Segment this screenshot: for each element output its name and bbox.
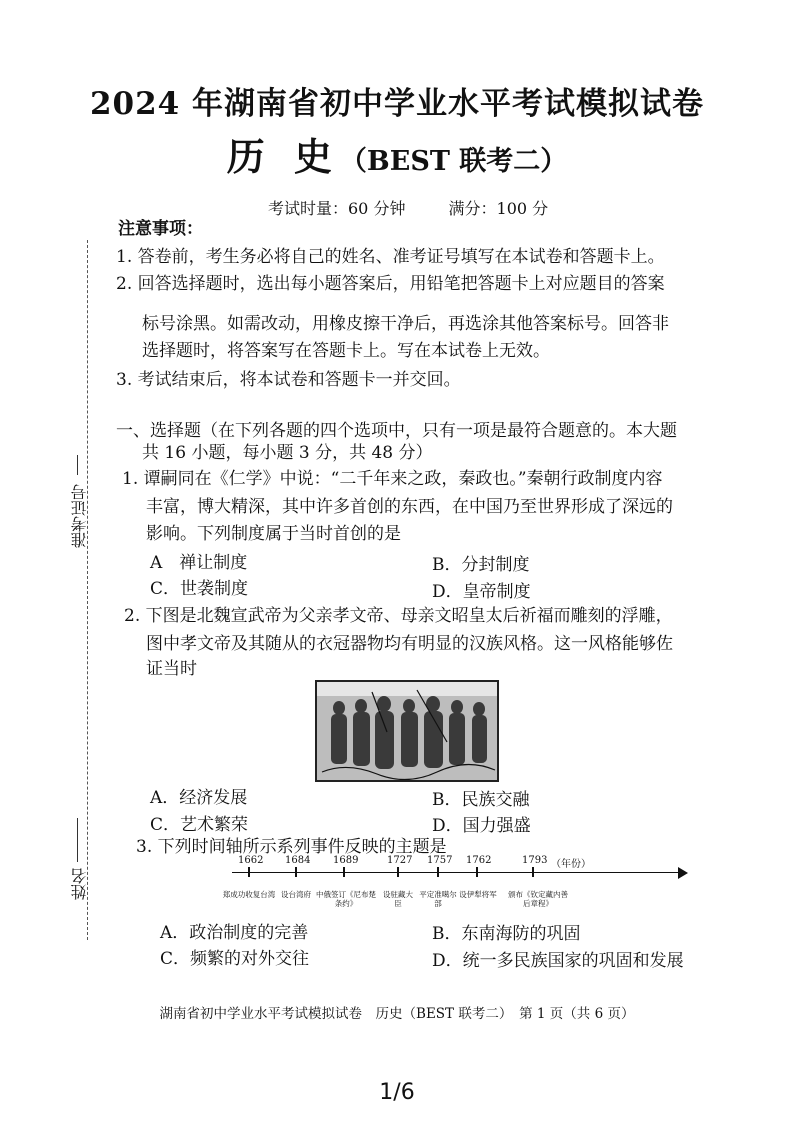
timeline-event: 设驻藏大臣: [383, 890, 413, 908]
timeline-year: 1762: [466, 855, 492, 866]
relief-image: [315, 680, 499, 782]
timeline-tick: [437, 867, 439, 877]
q3-option-d: D．统一多民族国家的巩固和发展: [432, 951, 684, 971]
question-3: 3. 下列时间轴所示系列事件反映的主题是: [136, 837, 447, 857]
notice-item-3: 3. 考试结束后，将本试卷和答题卡一并交回。: [116, 370, 461, 390]
timeline-year: 1757: [427, 855, 453, 866]
name-blank: [77, 818, 79, 862]
timeline-year: 1684: [285, 855, 311, 866]
timeline-year: 1662: [238, 855, 264, 866]
timeline-tick: [476, 867, 478, 877]
time-limit: 考试时量：60 分钟: [268, 199, 406, 218]
timeline-tick: [532, 867, 534, 877]
timeline-tick: [343, 867, 345, 877]
timeline-event: 设台湾府: [281, 890, 311, 899]
timeline-year: 1727: [387, 855, 413, 866]
q1-option-a: A 禅让制度: [150, 553, 248, 573]
q3-option-a: A．政治制度的完善: [160, 923, 309, 943]
notice-item-2-line-2: 标号涂黑。如需改动，用橡皮擦干净后，再选涂其他答案标号。回答非: [142, 314, 669, 334]
q1-option-c: C．世袭制度: [150, 579, 249, 599]
timeline-event: 设伊犁将军: [459, 890, 497, 899]
exam-subtitle: [0, 126, 794, 181]
question-1: 1. 谭嗣同在《仁学》中说：“二千年来之政，秦政也。”秦朝行政制度内容: [122, 469, 663, 489]
timeline-year: 1689: [333, 855, 359, 866]
timeline-tick: [295, 867, 297, 877]
timeline-year: 1793: [522, 855, 548, 866]
timeline-event: 颁布《钦定藏内善后章程》: [508, 890, 568, 908]
q2-option-c: C．艺术繁荣: [150, 815, 249, 835]
exam-id-blank: [77, 455, 79, 475]
q2-option-d: D．国力强盛: [432, 816, 531, 836]
timeline-axis: [232, 872, 680, 873]
question-1-line-3: 影响。下列制度属于当时首创的是: [146, 524, 401, 544]
notice-item-1: 1. 答卷前，考生务必将自己的姓名、准考证号填写在本试卷和答题卡上。: [116, 247, 665, 267]
timeline-event: 中俄签订《尼布楚条约》: [316, 890, 376, 908]
section1-header-line-2: 共 16 小题，每小题 3 分，共 48 分）: [142, 443, 433, 463]
page-counter: 1/6: [379, 1080, 415, 1105]
timeline-tick: [397, 867, 399, 877]
timeline-event: 郑成功收复台湾: [222, 890, 276, 899]
question-2: 2. 下图是北魏宣武帝为父亲孝文帝、母亲文昭皇太后祈福而雕刻的浮雕，: [124, 606, 673, 626]
q2-option-b: B．民族交融: [432, 790, 530, 810]
timeline-unit: （年份）: [551, 859, 591, 870]
page-footer: 湖南省初中学业水平考试模拟试卷 历史（BEST 联考二） 第 1 页（共 6 页）: [159, 1006, 635, 1022]
full-score: 满分：100 分: [448, 199, 549, 218]
name-label: 姓名: [70, 868, 89, 900]
exam-title: 2024 年湖南省初中学业水平考试模拟试卷: [89, 86, 705, 122]
exam-info: [268, 196, 586, 219]
subject-name: 历 史: [226, 134, 340, 179]
question-2-line-3: 证当时: [146, 659, 197, 679]
timeline-event: 平定准噶尔部: [419, 890, 457, 908]
notice-heading: 注意事项：: [118, 219, 203, 239]
q3-option-b: B．东南海防的巩固: [432, 924, 581, 944]
timeline-tick: [248, 867, 250, 877]
notice-item-2-line-3: 选择题时，将答案写在答题卡上。写在本试卷上无效。: [142, 341, 550, 361]
edition-label: （BEST 联考二）: [339, 146, 568, 177]
notice-item-2: 2. 回答选择题时，选出每小题答案后，用铅笔把答题卡上对应题目的答案: [116, 274, 665, 294]
timeline: [222, 855, 698, 925]
q2-option-a: A．经济发展: [150, 788, 248, 808]
exam-id-label: 准考证号: [70, 484, 89, 548]
binding-line: [87, 240, 88, 940]
question-1-line-2: 丰富，博大精深，其中许多首创的东西，在中国乃至世界形成了深远的: [146, 497, 673, 517]
relief-figures-icon: [317, 682, 497, 780]
q1-option-d: D．皇帝制度: [432, 582, 531, 602]
q1-option-b: B．分封制度: [432, 555, 530, 575]
question-2-line-2: 图中孝文帝及其随从的衣冠器物均有明显的汉族风格。这一风格能够佐: [146, 634, 673, 654]
q3-option-c: C．频繁的对外交往: [160, 949, 310, 969]
section1-header-line-1: 一、选择题（在下列各题的四个选项中，只有一项是最符合题意的。本大题: [116, 421, 677, 441]
timeline-arrow-icon: [678, 867, 688, 879]
